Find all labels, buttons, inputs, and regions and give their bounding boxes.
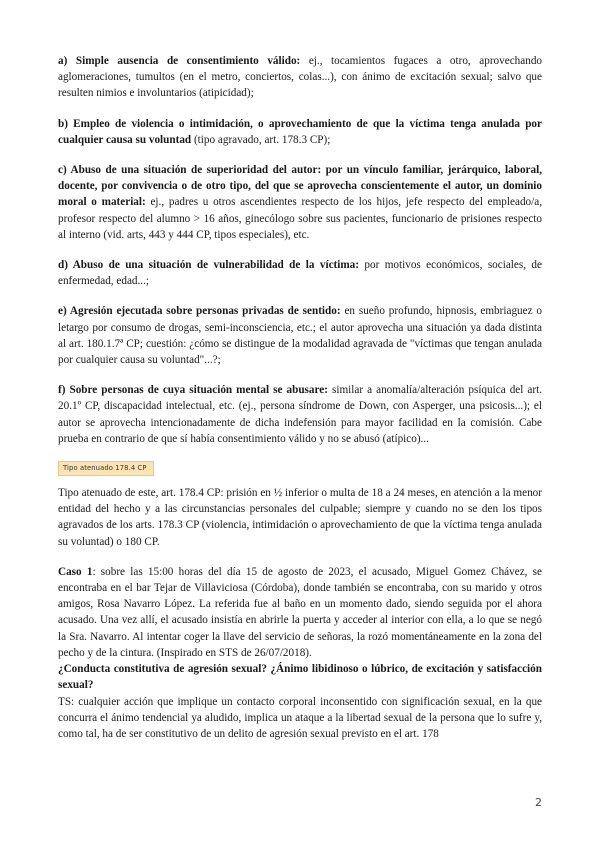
tipo-atenuado-paragraph: Tipo atenuado de este, art. 178.4 CP: prisión en ½ inferior o multa de 18 a 24 meses, en atención a la menor entidad del hecho y a las circunstancias personales del culpable; siempre y cuando no se den los tipos agravados de los arts. 178.3 CP (violencia, intimidación o aprovechamiento de que la víctima tenga anulada su voluntad) o 180 CP. <box>58 487 542 548</box>
page-number: 2 <box>535 796 542 809</box>
item-f-text: similar a anomalía/alteración psíquica del art. 20.1º CP, discapacidad intelectual, etc. (ej., persona síndrome de Down, con Asperger, una psicosis...); el autor se aprovecha intencionadamente de dicha indefensión para mayor facilidad en la comisión. Cabe prueba en contrario de que sí había consentimiento válido y no se abusó (atípico)... <box>58 384 543 445</box>
item-e-heading: e) Agresión ejecutada sobre personas privadas de sentido: <box>58 305 341 318</box>
document-page <box>58 53 542 742</box>
item-e <box>58 303 542 368</box>
item-d <box>58 257 542 289</box>
item-e-text: en sueño profundo, hipnosis, embriaguez o letargo por consumo de drogas, semi-inconsciencia, etc.; el autor aprovecha una situación ya dada distinta al art. 180.1.7ª CP; cuestión: ¿cómo se distingue de la modalidad agravada de "víctimas que tengan anulada por cualquier causa su voluntad"...?; <box>58 305 543 367</box>
ts-paragraph: TS: cualquier acción que implique un contacto corporal inconsentido con significación sexual, en la que concurra el ánimo tendencial ya aludido, implica un ataque a la libertad sexual de la persona que lo sufre y, como tal, ha de ser constitutivo de un delito de agresión sexual previsto en el art. 178 <box>58 695 542 740</box>
item-c-heading: c) Abuso de una situación de superioridad del autor: por un vínculo familiar, jerárquico, laboral, docente, por convivencia o de otro tipo, del que se aprovecha conscientemente el autor, un dominio moral o material: <box>58 164 542 209</box>
item-b-heading: b) Empleo de violencia o intimidación, o aprovechamiento de que la víctima tenga anulada por cualquier causa su voluntad <box>58 117 542 146</box>
item-d-heading: d) Abuso de una situación de vulnerabilidad de la víctima: <box>58 259 360 272</box>
item-b-text: (tipo agravado, art. 178.3 CP); <box>191 133 331 146</box>
item-b <box>58 116 542 148</box>
item-a <box>58 53 542 102</box>
item-c-text: ej., padres u otros ascendientes respecto de los hijos, jefe respecto del empleado/a, profesor respecto del alumno > 16 años, ginecólogo sobre sus pacientes, funcionario de prisiones respecto al interno (vid. arts, 443 y 444 CP, tipos especiales), etc. <box>58 196 543 241</box>
item-d-text: por motivos económicos, sociales, de enfermedad, edad...; <box>58 259 542 288</box>
caso-text: : sobre las 15:00 horas del día 15 de agosto de 2023, el acusado, Miguel Gomez Chávez, se encontraba en el bar Tejar de Villaviciosa (Córdoba), donde también se encontraba, con su marido y otros amigos, Rosa Navarro López. La referida fue al baño en un momento dado, siendo seguida por el ahora acusado. Una vez allí, el acusado insistía en abrirle la puerta y acceder al interior con ella, a lo que se negó la Sra. Navarro. Al intentar coger la llave del servicio de señoras, la rozó momentáneamente en la zona del pecho y de la cintura. (Inspirado en STS de 26/07/2018). <box>58 565 542 659</box>
item-a-text: ej., tocamientos fugaces a otro, aprovechando aglomeraciones, tumultos (en el metro, conciertos, colas...), con ánimo de excitación sexual; salvo que resulten nimios e involuntarios (atipicidad); <box>58 55 543 100</box>
item-f-heading: f) Sobre personas de cuya situación mental se abusare: <box>58 384 328 397</box>
caso-paragraph <box>58 564 542 661</box>
item-c <box>58 162 542 243</box>
caso-question: ¿Conducta constitutiva de agresión sexual? ¿Ánimo libidinoso o lúbrico, de excitación y satisfacción sexual? <box>58 663 542 692</box>
tipo-atenuado-tag: Tipo atenuado 178.4 CP <box>58 461 154 476</box>
item-f <box>58 382 542 447</box>
caso-label: Caso 1 <box>58 565 93 578</box>
item-a-heading: a) Simple ausencia de consentimiento válido: <box>58 55 301 67</box>
